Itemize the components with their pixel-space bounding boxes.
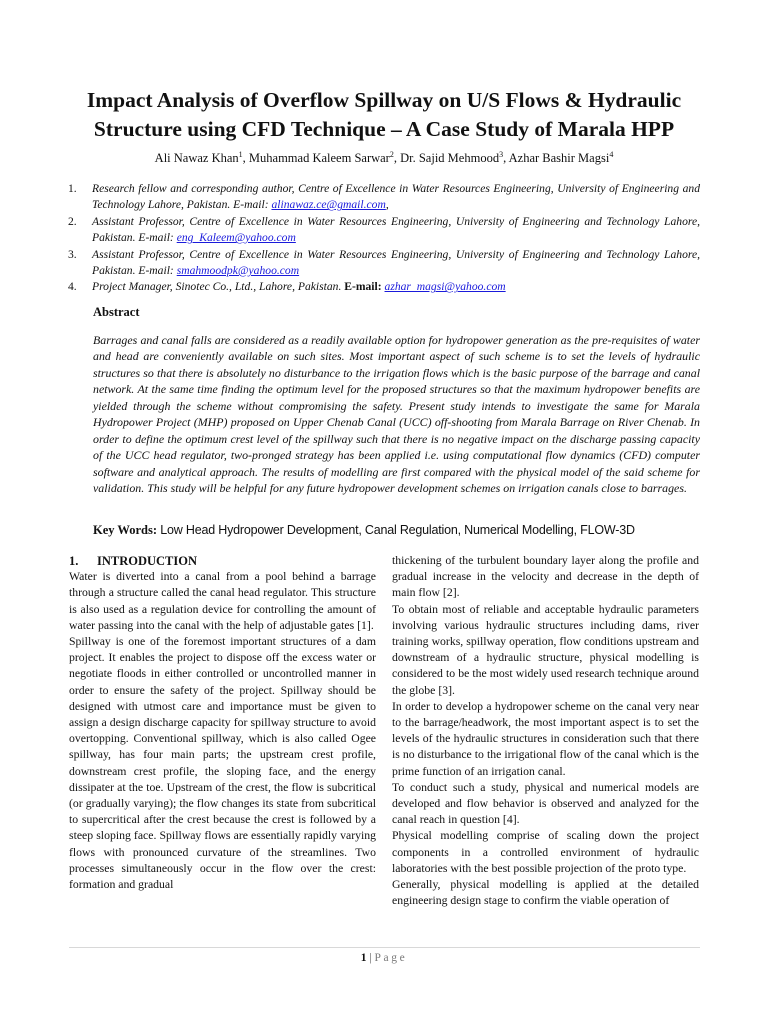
affiliation-text: Research fellow and corresponding author, Centre of Excellence in Water Resources Engineering, University of Engineering and Technology Lahore, Pakistan. E-mail: [92, 182, 700, 212]
affiliation-text: Assistant Professor, Centre of Excellence in Water Resources Engineering, University of Engineering and Technology Lahore, Pakistan. E-mail: [92, 247, 700, 278]
abstract-heading: Abstract [93, 305, 140, 319]
author-name: Ali Nawaz Khan [154, 151, 239, 165]
paper-title [40, 86, 728, 144]
affiliation-tail: , [385, 198, 389, 212]
author-affil-sup: 2 [389, 149, 394, 159]
affiliation-number: 4. [68, 280, 77, 294]
footer-divider [69, 947, 700, 948]
title-line-1: Impact Analysis of Overflow Spillway on U/S Flows & Hydraulic [86, 88, 682, 112]
author-name: Azhar Bashir Magsi [508, 151, 610, 165]
affiliation-text: Assistant Professor, Centre of Excellence in Water Resources Engineering, University of Engineering and Technology Lahore, Pakistan. E-mail: [92, 214, 700, 245]
section-number: 1. [69, 554, 79, 568]
paragraph: thickening of the turbulent boundary layer along the profile and gradual increase in the velocity and decrease in the depth of main flow [2]. [392, 554, 699, 600]
affiliation-item [68, 279, 700, 295]
footer-separator: | [369, 952, 372, 964]
affiliation-number: 2. [68, 214, 77, 228]
affiliation-item [68, 247, 700, 280]
keywords-line [93, 523, 700, 538]
left-column [69, 553, 376, 893]
abstract-body: Barrages and canal falls are considered as a readily available option for hydropower generation as the pre-requisites of water and head are conveniently available on such sites. Most important aspect of such scheme is to set the levels of hydraulic structures so that there is absolutely no disturbance to the irrigation flows which is the basic purpose of the barrage and canal network. At the same time finding the optimum level for the proposed structures so that the maximum hydropower benefits are yielded through the scheme without compromising the safety. Present study intends to investigate the same for Marala Hydropower Project (MHP) proposed on Upper Chenab Canal (UCC) off-shooting from Marala Barrage on River Chenab. In order to define the optimum crest level of the spillway such that there is no negative impact on the discharge passing capacity of the UCC head regulator, two-pronged strategy has been applied i.e. using computational flow dynamics (CFD) computer software and analytical approach. The results of modelling are first compared with the physical model of the said scheme for validation. This study will be helpful for any future hydropower development schemes on irrigation canals close to barrages. [93, 333, 700, 496]
affiliation-list [68, 181, 700, 296]
author-affil-sup: 4 [609, 149, 614, 159]
paragraph: Physical modelling comprise of scaling down the project components in a controlled environment of hydraulic laboratories with the best possible projection of the proto type. [392, 829, 699, 875]
page-label: Page [374, 952, 408, 964]
author-list: Ali Nawaz Khan$^1$, Muhammad Kaleem Sarwar$^2$, Dr. Sajid Mehmood$^3$, Azhar Bashir Magsi$^4$ [154, 149, 614, 165]
email-link[interactable]: smahmoodpk@yahoo.com [176, 264, 300, 278]
author-affil-sup: 1 [238, 149, 243, 159]
right-column [392, 553, 699, 909]
affiliation-number: 1. [68, 182, 77, 195]
section-heading [69, 553, 376, 569]
author-name: Dr. Sajid Mehmood [400, 151, 500, 165]
affiliation-text: Project Manager, Sinotec Co., Ltd., Lahore, Pakistan. [92, 280, 345, 294]
author-affil-sup: 3 [499, 149, 504, 159]
email-link[interactable]: alinawaz.ce@gmail.com [271, 198, 386, 212]
email-link[interactable]: eng_Kaleem@yahoo.com [176, 231, 296, 245]
email-link[interactable]: azhar_magsi@yahoo.com [384, 280, 506, 294]
paragraph: Water is diverted into a canal from a pool behind a barrage through a structure called the canal head regulator. This structure is also used as a regulation device for controlling the amount of water passing into the canal with the help of adjustable gates [1]. [69, 570, 376, 632]
author-name: Muhammad Kaleem Sarwar [248, 151, 390, 165]
affiliation-number: 3. [68, 247, 77, 261]
page-footer [0, 952, 768, 964]
paragraph: In order to develop a hydropower scheme on the canal very near to the barrage/headwork, the most important aspect is to set the levels of the hydraulic structures in consideration such that there is no disturbance to the irrigational flow of the canal which is the prime function of an irrigation canal. [392, 699, 699, 778]
affiliation-item [68, 214, 700, 247]
paragraph: To obtain most of reliable and acceptable hydraulic parameters involving various hydraulic structures including dams, river training works, spillway operation, flow conditions upstream and downstream of a hydraulic structure, physical modelling is considered to be the most widely used research technique around the globe [3]. [392, 602, 699, 697]
keywords-label: Key Words: [93, 523, 158, 537]
section-title: INTRODUCTION [97, 554, 198, 568]
page-number: 1 [360, 952, 367, 964]
email-label: E-mail: [344, 280, 382, 294]
paragraph: To conduct such a study, physical and numerical models are developed and flow behavior is observed and analyzed for the canal reach in question [4]. [392, 780, 699, 827]
keywords-text: Low Head Hydropower Development, Canal Regulation, Numerical Modelling, FLOW-3D [160, 523, 635, 537]
title-line-2: Structure using CFD Technique – A Case Study of Marala HPP [93, 117, 675, 141]
paragraph: Spillway is one of the foremost important structures of a dam project. It enables the project to dispose off the excess water or negotiate floods in either controlled or uncontrolled manner in order to ensure the safety of the project. Spillway should be designed with utmost care and importance must be given to assign a design discharge capacity for spillway structure to avoid overtopping. Conventional spillway, which is also called Ogee spillway, has four main parts; the upstream crest profile, downstream crest profile, the sloping face, and the energy dissipater at the toe. Upstream of the crest, the flow is subcritical (or gradually varying); the flow changes its state from subcritical to supercritical after the crest because the crest is followed by a steep sloping face. Spillway flows are essentially rapidly varying flows with pronounced curvature of the streamlines. Two processes simultaneously occur in the flow over the crest: formation and gradual [69, 635, 376, 892]
paragraph: Generally, physical modelling is applied at the detailed engineering design stage to confirm the viable operation of [392, 878, 699, 908]
affiliation-item [68, 181, 700, 214]
